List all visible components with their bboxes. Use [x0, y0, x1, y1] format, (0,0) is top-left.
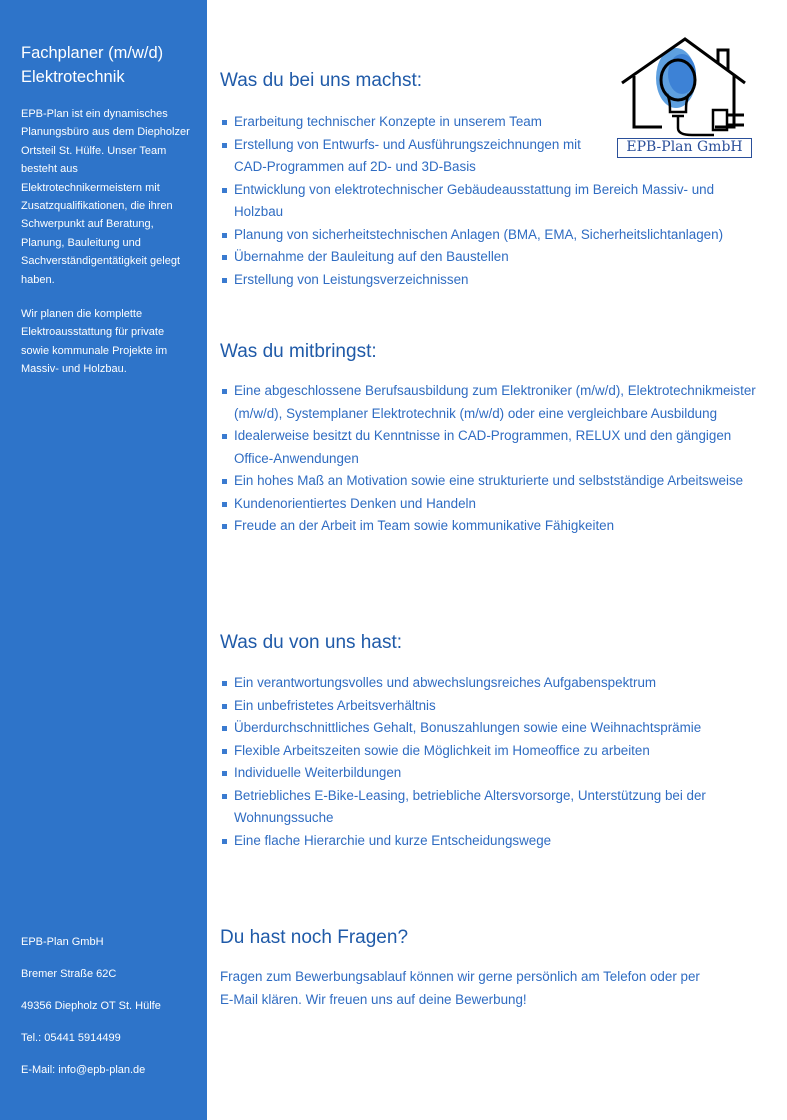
requirements-list: [220, 380, 765, 538]
list-item: Ein hohes Maß an Motivation sowie eine strukturierte und selbstständige Arbeitsweise: [220, 470, 765, 493]
requirements-heading: Was du mitbringst:: [220, 341, 377, 362]
list-item: Ein verantwortungsvolles und abwechslungsreiches Aufgabenspektrum: [220, 672, 765, 695]
job-title-line2: Elektrotechnik: [21, 68, 125, 86]
questions-text: Fragen zum Bewerbungsablauf können wir gerne persönlich am Telefon oder per E-Mail klären. Wir freuen uns auf deine Bewerbung!: [220, 969, 700, 1007]
questions-heading: Du hast noch Fragen?: [220, 927, 409, 948]
benefits-list: [220, 672, 765, 852]
company-scope: Wir planen die komplette Elektroausstattung für private sowie kommunale Projekte im Massiv- und Holzbau.: [21, 308, 168, 376]
list-item: Idealerweise besitzt du Kenntnisse in CAD-Programmen, RELUX und den gängigen Office-Anwendungen: [220, 425, 765, 470]
contact-company: EPB-Plan GmbH: [21, 936, 104, 948]
contact-email[interactable]: E-Mail: info@epb-plan.de: [21, 1064, 146, 1076]
list-item: Erstellung von Entwurfs- und Ausführungszeichnungen mit CAD-Programmen auf 2D- und 3D-Basis: [220, 134, 594, 179]
tasks-heading: Was du bei uns machst:: [220, 70, 423, 91]
contact-city: 49356 Diepholz OT St. Hülfe: [21, 1000, 161, 1012]
list-item: Kundenorientiertes Denken und Handeln: [220, 493, 765, 516]
list-item: Entwicklung von elektrotechnischer Gebäudeausstattung im Bereich Massiv- und Holzbau: [220, 179, 765, 224]
job-title: [21, 41, 201, 89]
list-item: Ein unbefristetes Arbeitsverhältnis: [220, 695, 765, 718]
list-item: Übernahme der Bauleitung auf den Baustellen: [220, 246, 765, 269]
list-item: Freude an der Arbeit im Team sowie kommunikative Fähigkeiten: [220, 515, 765, 538]
list-item: Individuelle Weiterbildungen: [220, 762, 765, 785]
contact-phone: Tel.: 05441 5914499: [21, 1032, 121, 1044]
list-item: Flexible Arbeitszeiten sowie die Möglichkeit im Homeoffice zu arbeiten: [220, 740, 765, 763]
list-item: Betriebliches E-Bike-Leasing, betriebliche Altersvorsorge, Unterstützung bei der Wohnungssuche: [220, 785, 765, 830]
logo-wordmark: EPB-Plan GmbH: [617, 138, 752, 158]
list-item: Überdurchschnittliches Gehalt, Bonuszahlungen sowie eine Weihnachtsprämie: [220, 717, 765, 740]
contact-street: Bremer Straße 62C: [21, 968, 117, 980]
list-item: Eine flache Hierarchie und kurze Entscheidungswege: [220, 830, 765, 853]
benefits-heading: Was du von uns hast:: [220, 632, 403, 653]
tasks-list: [220, 111, 765, 291]
list-item: Planung von sicherheitstechnischen Anlagen (BMA, EMA, Sicherheitslichtanlagen): [220, 224, 765, 247]
company-intro: EPB-Plan ist ein dynamisches Planungsbüro aus dem Diepholzer Ortsteil St. Hülfe. Unser Team besteht aus Elektrotechnikermeistern mit Zusatzqualifikationen, die ihren Schwerpunkt auf Beratung, Planung, Bauleitung und Sachverständigentätigkeit gelegt haben.: [21, 108, 190, 286]
list-item: Eine abgeschlossene Berufsausbildung zum Elektroniker (m/w/d), Elektrotechnikmeister (m/w/d), Systemplaner Elektrotechnik (m/w/d) oder eine vergleichbare Ausbildung: [220, 380, 765, 425]
sidebar: [0, 0, 207, 1120]
list-item: Erarbeitung technischer Konzepte in unserem Team: [220, 111, 765, 134]
list-item: Erstellung von Leistungsverzeichnissen: [220, 269, 765, 292]
job-title-line1: Fachplaner (m/w/d): [21, 44, 164, 62]
